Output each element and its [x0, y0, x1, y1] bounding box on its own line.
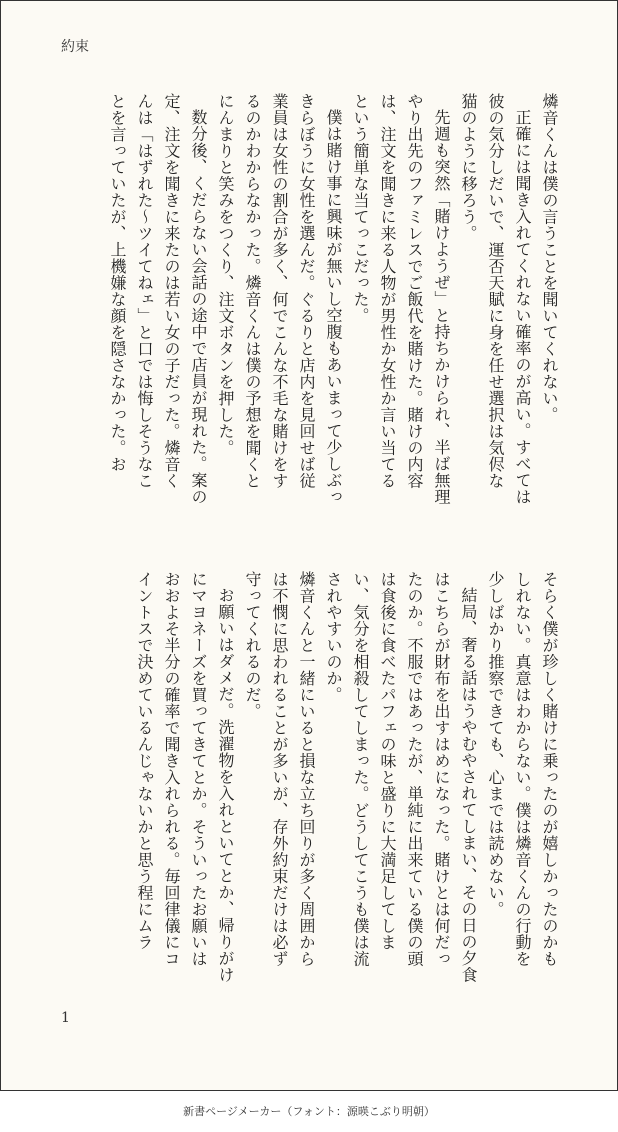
page-number: 1: [61, 1010, 70, 1026]
paragraph: そらく僕が珍しく賭けに乗ったのが嬉しかったのかもしれない。真意はわからない。僕は燐音くんの行動を少しばかり推察できても、心までは読めない。: [486, 571, 559, 967]
page-title: 約束: [61, 39, 89, 55]
text-column-bottom: [63, 571, 563, 983]
text-column-top: [63, 93, 563, 505]
paragraph: 数分後、くだらない会話の途中で店員が現れた。案の定、注文を聞きに来たのは若い女の子だった。燐音くんは「はずれた～ツイてねェ」と口では悔しそうなことを言っていたが、上機嫌な顔を隠さなかった。お: [108, 93, 208, 505]
paragraph: 燐音くんは僕の言うことを聞いてくれない。: [540, 93, 559, 423]
paragraph: 正確には聞き入れてくれない確率のが高い。すべては彼の気分しだいで、運否天賦に身を任せ選択は気侭な猫のように移ろう。: [459, 93, 532, 505]
paragraph: 燐音くんと一緒にいると損な立ち回りが多く周囲からは不憫に思われることが多いが、存外約束だけは必ず守ってくれるのだ。: [243, 571, 316, 967]
paragraph: 結局、奢る話はうやむやされてしまい、その日の夕食はこちらが財布を出すはめになった。賭けとは何だったのか。不服ではあったが、単純に出来ている僕の頭は食後に食べたパフェの味と盛りに大満足してしまい、気分を相殺してしまった。どうしてこうも僕は流されやすいのか。: [324, 571, 478, 983]
footer-caption: 新書ページメーカー（フォント：源暎こぶり明朝）: [183, 1105, 435, 1118]
paragraph: お願いはダメだ。洗濯物を入れといてとか、帰りがけにマヨネーズを買ってきてとか。そういったお願いはおおよそ半分の確率で聞き入れられる。毎回律儀にコイントスで決めているんじゃないかと思う程にムラ: [135, 571, 235, 983]
paragraph: 先週も突然「賭けようぜ」と持ちかけられ、半ば無理やり出先のファミレスでご飯代を賭けた。賭けの内容は、注文を聞きに来る人物が男性か女性か言い当てるという簡単な当てっこだった。: [351, 93, 451, 505]
paragraph: 僕は賭け事に興味が無いし空腹もあいまって少しぶっきらぼうに女性を選んだ。ぐるりと店内を見回せば従業員は女性の割合が多く、何でこんな不毛な賭けをするのかわからなかった。燐音くんは僕の予想を聞くとにんまりと笑みをつくり、注文ボタンを押した。: [216, 93, 343, 505]
